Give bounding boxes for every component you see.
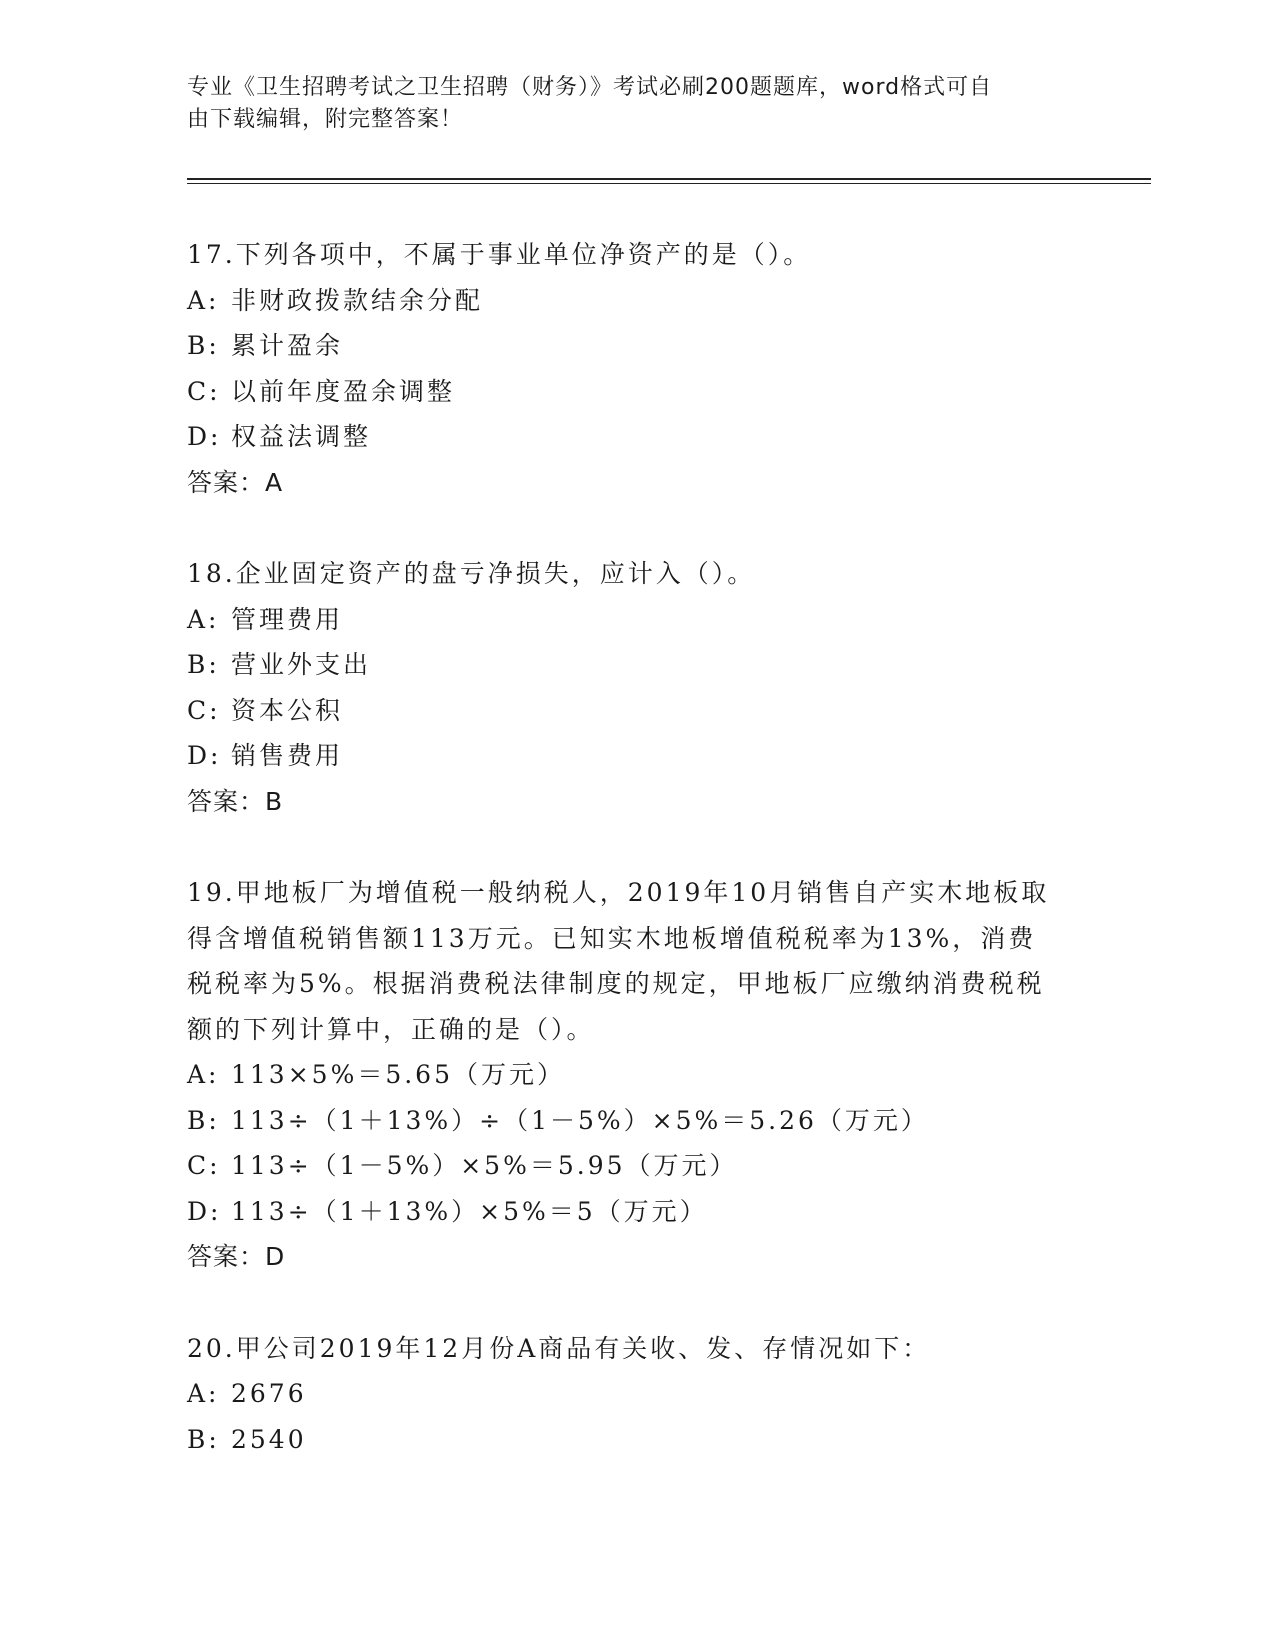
question-stem-line-2: 得含增值税销售额113万元。已知实木地板增值税税率为13%，消费 (187, 923, 1037, 953)
option-text: 2676 (231, 1379, 307, 1408)
option-letter: B: (187, 1105, 220, 1135)
question-stem: 17.下列各项中，不属于事业单位净资产的是（）。 (187, 240, 812, 269)
option-letter: C: (187, 695, 221, 725)
question-18 (187, 551, 1087, 824)
option-letter: D: (187, 422, 222, 451)
option-letter: D: (187, 1196, 222, 1226)
option-a[interactable] (187, 278, 1087, 324)
question-stem-line-3: 税税率为5%。根据消费税法律制度的规定，甲地板厂应缴纳消费税税 (187, 969, 1045, 998)
option-letter: A: (187, 604, 220, 634)
option-text: 113÷（1－5%）×5%＝5.95（万元） (231, 1151, 738, 1180)
option-letter: B: (187, 331, 220, 360)
option-c[interactable] (187, 688, 1087, 734)
option-b[interactable] (187, 642, 1087, 688)
question-19 (187, 870, 1087, 1280)
option-text: 资本公积 (231, 695, 344, 725)
option-b[interactable] (187, 323, 1087, 369)
option-b[interactable] (187, 1417, 1087, 1463)
option-a[interactable] (187, 1052, 1087, 1098)
header-line-1: 专业《卫生招聘考试之卫生招聘（财务）》考试必刷200题题库，word格式可自 (187, 75, 993, 100)
option-letter: B: (187, 650, 220, 679)
option-text: 销售费用 (231, 741, 344, 770)
option-text: 管理费用 (231, 604, 344, 634)
option-letter: D: (187, 741, 222, 770)
option-text: 营业外支出 (231, 650, 372, 679)
option-letter: C: (187, 1151, 221, 1180)
answer-label: 答案：A (187, 467, 284, 497)
option-d[interactable] (187, 733, 1087, 779)
document-header (187, 72, 1067, 136)
option-text: 权益法调整 (231, 422, 372, 451)
question-stem: 20.甲公司2019年12月份A商品有关收、发、存情况如下： (187, 1333, 931, 1363)
option-d[interactable] (187, 414, 1087, 460)
option-text: 113×5%＝5.65（万元） (231, 1060, 565, 1089)
option-b[interactable] (187, 1098, 1087, 1144)
option-text: 以前年度盈余调整 (231, 376, 456, 406)
question-20 (187, 1326, 1087, 1463)
option-text: 113÷（1＋13%）÷（1－5%）×5%＝5.26（万元） (231, 1105, 929, 1135)
option-text: 累计盈余 (231, 331, 344, 360)
option-letter: A: (187, 1060, 220, 1089)
header-line-2: 由下载编辑，附完整答案！ (187, 107, 464, 132)
question-stem-line-1: 19.甲地板厂为增值税一般纳税人，2019年10月销售自产实木地板取 (187, 878, 1050, 907)
option-letter: B: (187, 1424, 220, 1454)
option-text: 113÷（1＋13%）×5%＝5（万元） (231, 1196, 708, 1226)
option-text: 非财政拨款结余分配 (231, 285, 484, 315)
option-a[interactable] (187, 1371, 1087, 1417)
option-letter: A: (187, 285, 220, 315)
question-17 (187, 232, 1087, 505)
header-divider-thin (187, 183, 1151, 184)
answer-label: 答案：D (187, 1242, 286, 1271)
option-d[interactable] (187, 1189, 1087, 1235)
answer-label: 答案：B (187, 786, 284, 816)
header-divider-thick (187, 178, 1151, 180)
option-c[interactable] (187, 369, 1087, 415)
option-a[interactable] (187, 597, 1087, 643)
question-list (187, 232, 1087, 1508)
option-letter: C: (187, 376, 221, 406)
option-c[interactable] (187, 1143, 1087, 1189)
question-stem: 18.企业固定资产的盘亏净损失，应计入（）。 (187, 559, 756, 588)
option-text: 2540 (231, 1424, 307, 1454)
option-letter: A: (187, 1379, 220, 1408)
question-stem-line-4: 额的下列计算中，正确的是（）。 (187, 1014, 595, 1044)
